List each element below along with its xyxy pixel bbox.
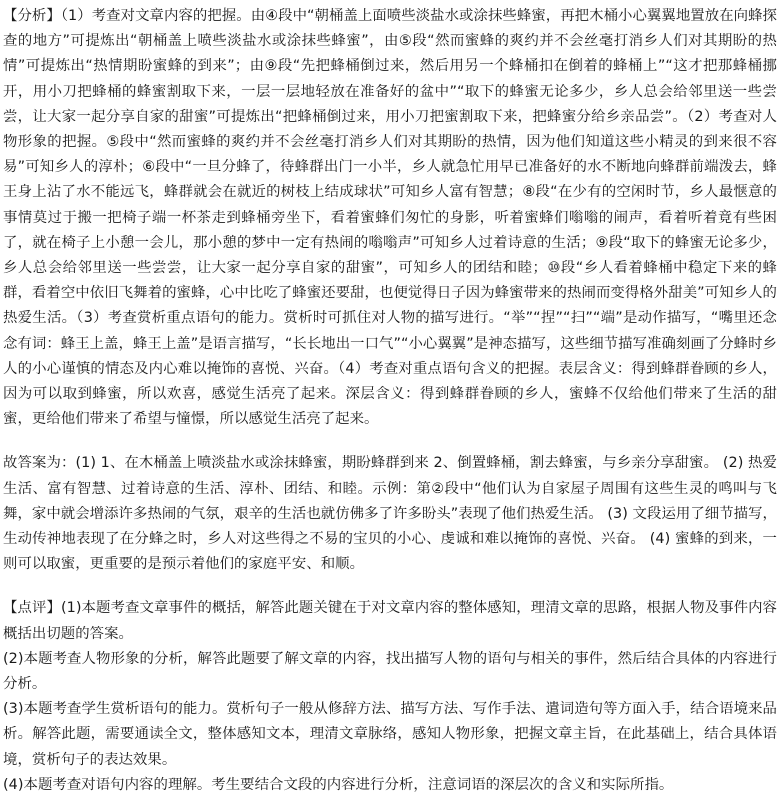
analysis-section: [3, 4, 777, 432]
section-gap: [3, 432, 777, 451]
answer-section: [3, 451, 777, 577]
comment-line-1: 【点评】(1)本题考查文章事件的概括，解答此题关键在于对文章内容的整体感知，理清文章的思路，根据人物及事件内容概括出切题的答案。: [3, 600, 777, 642]
answer-paragraph: 故答案为：(1) 1、在木桶盖上喷淡盐水或涂抹蜂蜜，期盼蜂群到来 2、倒置蜂桶，割去蜂蜜，与乡亲分享甜蜜。 (2) 热爱生活、富有智慧、过着诗意的生活、淳朴、团结、和睦。示例：第②段中“他们认为自家屋子周围有这些生灵的鸣叫与飞舞，家中就会增添许多热闹的气氛，艰辛的生活也就仿佛多了许多盼头”表现了他们热爱生活。 (3) 文段运用了细节描写，生动传神地表现了在分蜂之时，乡人对这些得之不易的宝贝的小心、虔诚和难以掩饰的喜悦、兴奋。 (4) 蜜蜂的到来，一则可以取蜜，更重要的是预示着他们的家庭平安、和顺。: [3, 455, 777, 573]
comment-line-2: (2)本题考查人物形象的分析，解答此题要了解文章的内容，找出描写人物的语句与相关的事件，然后结合具体的内容进行分析。: [3, 650, 777, 693]
analysis-paragraph: 【分析】（1）考查对文章内容的把握。由④段中“朝桶盖上面喷些淡盐水或涂抹些蜂蜜，再把木桶小心翼翼地置放在向蜂探查的地方”可提炼出“朝桶盖上喷些淡盐水或涂抹些蜂蜜”，由⑤段“然而蜜蜂的爽约并不会丝毫打消乡人们对其期盼的热情”可提炼出“热情期盼蜜蜂的到来”；由⑨段“先把蜂桶倒过来，然后用另一个蜂桶扣在倒着的蜂桶上”“这才把那蜂桶挪开，用小刀把蜂桶的蜂蜜割取下来，一层一层地轻放在准备好的盆中”“取下的蜂蜜无论多少，乡人总会给邻里送一些尝尝，让大家一起分享自家的甜蜜”可提炼出“把蜂桶倒过来，用小刀把蜜割取下来，把蜂蜜分给乡亲品尝”。（2）考查对人物形象的把握。⑤段中“然而蜜蜂的爽约并不会丝毫打消乡人们对其期盼的热情，因为他们知道这些小精灵的到来很不容易”可知乡人的淳朴；⑥段中“一旦分蜂了，待蜂群出门一小半，乡人就急忙用早已准备好的水不断地向蜂群前端泼去，蜂王身上沾了水不能远飞，蜂群就会在就近的树枝上结成球状”可知乡人富有智慧；⑧段“在少有的空闲时节，乡人最惬意的事情莫过于搬一把椅子端一杯茶走到蜂桶旁坐下，看着蜜蜂们匆忙的身影，听着蜜蜂们嗡嗡的闹声，看着听着竟有些困了，就在椅子上小憩一会儿，那小憩的梦中一定有热闹的嗡嗡声”可知乡人过着诗意的生活；⑨段“取下的蜂蜜无论多少，乡人总会给邻里送一些尝尝，让大家一起分享自家的甜蜜”，可知乡人的团结和睦；⑩段“乡人看着蜂桶中稳定下来的蜂群，看着空中依旧飞舞着的蜜蜂，心中比吃了蜂蜜还要甜，也便觉得日子因为蜂蜜带来的热闹而变得格外甜美”可知乡人的热爱生活。（3）考查赏析重点语句的能力。赏析时可抓住对人物的描写进行。“举”“捏”“扫”“端”是动作描写，“嘴里还念念有词：蜂王上盖，蜂王上盖”是语言描写，“长长地出一口气”“小心翼翼”是神态描写，这些细节描写准确刻画了分蜂时乡人的小心谨慎的情态及内心难以掩饰的喜悦、兴奋。（4）考查对重点语句含义的把握。表层含义：得到蜂群眷顾的乡人，因为可以取到蜂蜜，所以欢喜，感觉生活亮了起来。深层含义：得到蜂群眷顾的乡人，蜜蜂不仅给他们带来了生活的甜蜜，更给他们带来了希望与憧憬，所以感觉生活亮了起来。: [3, 8, 778, 428]
comment-line-4: (4)本题考查对语句内容的理解。考生要结合文段的内容进行分析，注意词语的深层次的含义和实际所指。: [3, 776, 674, 793]
comment-section: [3, 596, 777, 798]
section-gap: [3, 577, 777, 596]
comment-line-3: (3)本题考查学生赏析语句的能力。赏析句子一般从修辞方法、描写方法、写作手法、遣词造句等方面入手，结合语境来品析。解答此题，需要通读全文，整体感知文本，理清文章脉络，感知人物形象，把握文章主旨，在此基础上，结合具体语境，赏析句子的表达效果。: [3, 701, 777, 768]
